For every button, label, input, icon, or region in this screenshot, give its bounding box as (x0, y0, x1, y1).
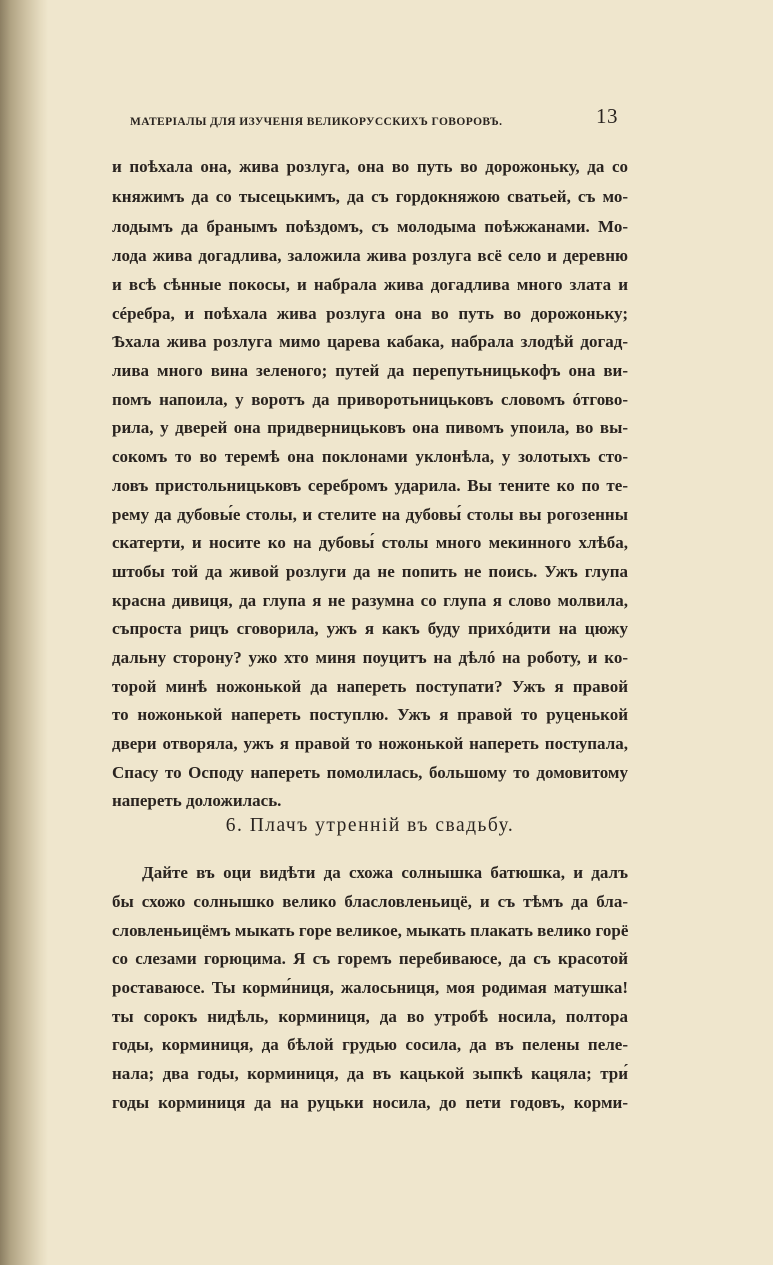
text-line: сокомъ то во теремѣ она поклонами уклонѣла, у золотыхъ сто- (112, 447, 628, 466)
text-line: то ножонькой напереть поступлю. Ужъ я правой то руценькой (112, 705, 628, 724)
text-line: со слезами горюцима. Я съ горемъ перебиваюсе, да съ красотой (112, 949, 628, 968)
running-title: МАТЕРІАЛЫ ДЛЯ ИЗУЧЕНІЯ ВЕЛИКОРУССКИХЪ ГОВОРОВЪ. (130, 116, 503, 128)
text-line: скатерти, и носите ко на дубовы́ столы много мекинного хлѣба, (112, 533, 628, 552)
section-heading: 6. Плачъ утреннiй въ свадьбу. (225, 815, 515, 836)
text-line: бы схожо солнышко велико бласловленьицё, и съ тѣмъ да бла- (112, 892, 628, 911)
text-line: Дайте въ оци видѣти да схожа солнышка батюшка, и далъ (142, 863, 628, 882)
book-spine-shadow (0, 0, 48, 1265)
text-line: рила, у дверей она придверницьковъ она пивомъ упоила, во вы- (112, 418, 628, 437)
text-line: сéребра, и поѣхала жива розлуга она во путь во дорожоньку; (112, 304, 628, 323)
text-line: словленьицёмъ мыкать горе великое, мыкать плакать велико горё (112, 921, 629, 940)
text-line: Спасу то Осподу напереть помолилась, большому то домовитому (112, 763, 628, 782)
text-line: нала; два годы, корминиця, да въ кацькой зыпкѣ кацяла; три́ (112, 1064, 628, 1083)
text-line: ты сорокъ нидѣль, корминиця, да во утробѣ носила, полтора (112, 1007, 628, 1026)
text-line: лода жива догадлива, заложила жива розлуга всё село и деревню (112, 246, 628, 265)
text-line: помъ напоила, у воротъ да приворотьницьковъ словомъ óтгово- (112, 390, 628, 409)
text-line: торой минѣ ножонькой да напереть поступати? Ужъ я правой (112, 677, 628, 696)
text-line: роставаюсе. Ты корми́ниця, жалосьниця, моя родимая матушка! (112, 978, 628, 997)
text-line: и всѣ сѣнные покосы, и набрала жива догадлива много злата и (112, 275, 628, 294)
text-line: съпроста рицъ сговорила, ужъ я какъ буду прихóдити на цюжу (112, 619, 628, 638)
text-line: лива много вина зеленого; путей да перепутьницькофъ она ви- (112, 361, 628, 380)
text-line: годы, корминиця, да бѣлой грудью сосила, да въ пелены пеле- (112, 1035, 628, 1054)
text-line: лодымъ да бранымъ поѣздомъ, съ молодыма поѣжжанами. Мо- (112, 217, 628, 236)
text-line: красна дивиця, да глупа я не разумна со глупа я слово молвила, (112, 591, 628, 610)
text-line: годы корминиця да на руцьки носила, до пети годовъ, корми- (112, 1093, 628, 1112)
book-page (112, 0, 628, 1265)
text-line: ловъ пристольницьковъ серебромъ ударила. Вы тените ко по те- (112, 476, 628, 495)
text-line: Ѣхала жива розлуга мимо царева кабака, набрала злодѣй догад- (112, 332, 628, 351)
text-line: штобы той да живой розлуги да не попить не поись. Ужъ глупа (112, 562, 628, 581)
text-line: рему да дубовы́е столы, и стелите на дубовы́ столы вы рогозенны (112, 505, 628, 524)
text-line: напереть доложилась. (112, 791, 282, 810)
page-number: 13 (596, 104, 618, 128)
text-line: двери отворяла, ужъ я правой то ножонькой напереть поступала, (112, 734, 628, 753)
text-line: и поѣхала она, жива розлуга, она во путь во дорожоньку, да со (112, 157, 628, 176)
text-line: дальну сторону? ужо хто миня поуцитъ на дѣлó на роботу, и ко- (112, 648, 628, 667)
text-line: княжимъ да со тысецькимъ, да съ гордокняжою сватьей, съ мо- (112, 187, 628, 206)
